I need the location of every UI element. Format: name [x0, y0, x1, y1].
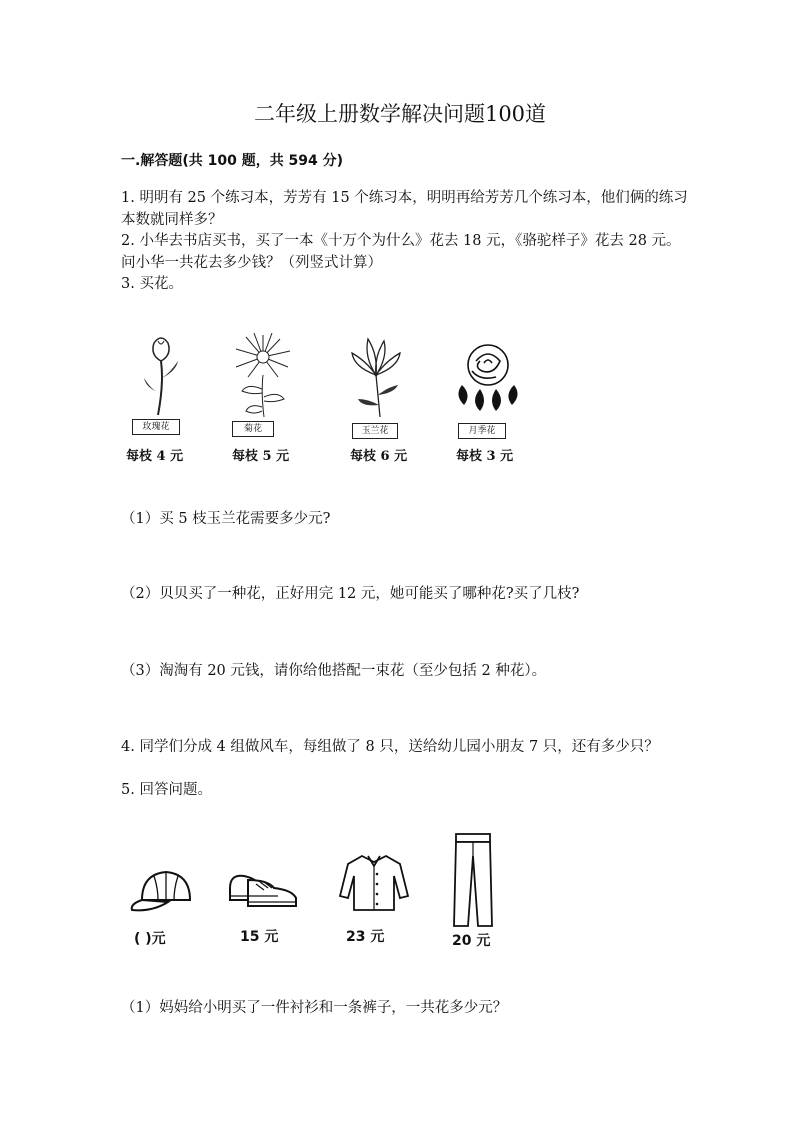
flower-label-magnolia: 玉兰花: [352, 423, 398, 439]
rose-bud-icon: [136, 333, 186, 418]
chrysanthemum-icon: [228, 331, 298, 419]
flower-price-magnolia: 每枝 6 元: [350, 449, 408, 464]
question-3-part-1: （1）买 5 枝玉兰花需要多少元?: [121, 511, 331, 527]
clothes-price-trousers: 20 元: [452, 933, 491, 949]
question-5-part-1: （1）妈妈给小明买了一件衬衫和一条裤子，一共花多少元？: [121, 1000, 508, 1016]
question-1: 1. 明明有 25 个练习本，芳芳有 15 个练习本，明明再给芳芳几个练习本，他们俩的练习本数就同样多？: [121, 190, 688, 228]
question-4: 4. 同学们分成 4 组做风车，每组做了 8 只，送给幼儿园小朋友 7 只，还有多少只？: [121, 739, 659, 755]
question-3-part-3: （3）淘淘有 20 元钱，请你给他搭配一束花（至少包括 2 种花）。: [121, 663, 547, 679]
flower-price-china-rose: 每枝 3 元: [456, 449, 514, 464]
flower-price-figure: [120, 325, 540, 470]
question-3: 3. 买花。: [121, 276, 183, 292]
clothes-price-shoes: 15 元: [240, 929, 279, 945]
section-heading: 一.解答题(共 100 题，共 594 分): [121, 153, 344, 169]
clothes-price-figure: [120, 828, 520, 953]
clothes-price-cap: ( )元: [134, 931, 166, 947]
page-title: 二年级上册数学解决问题100道: [253, 102, 547, 126]
trousers-icon: [450, 830, 496, 930]
question-5: 5. 回答问题。: [121, 782, 212, 798]
flower-price-chrysanthemum: 每枝 5 元: [232, 449, 290, 464]
flower-price-rose: 每枝 4 元: [126, 449, 184, 464]
shirt-icon: [338, 852, 410, 912]
cap-icon: [128, 866, 198, 916]
china-rose-icon: [450, 341, 526, 413]
flower-label-rose: 玫瑰花: [132, 419, 180, 435]
flower-label-china-rose: 月季花: [458, 423, 506, 439]
magnolia-icon: [346, 335, 406, 420]
question-3-part-2: （2）贝贝买了一种花，正好用完 12 元，她可能买了哪种花?买了几枝?: [121, 586, 580, 602]
clothes-price-shirt: 23 元: [346, 929, 385, 945]
flower-label-chrysanthemum: 菊花: [232, 421, 274, 437]
shoes-icon: [226, 864, 302, 912]
question-2: 2. 小华去书店买书，买了一本《十万个为什么》花去 18 元，《骆驼样子》花去 28 元。问小华一共花去多少钱？（列竖式计算）: [121, 233, 681, 271]
